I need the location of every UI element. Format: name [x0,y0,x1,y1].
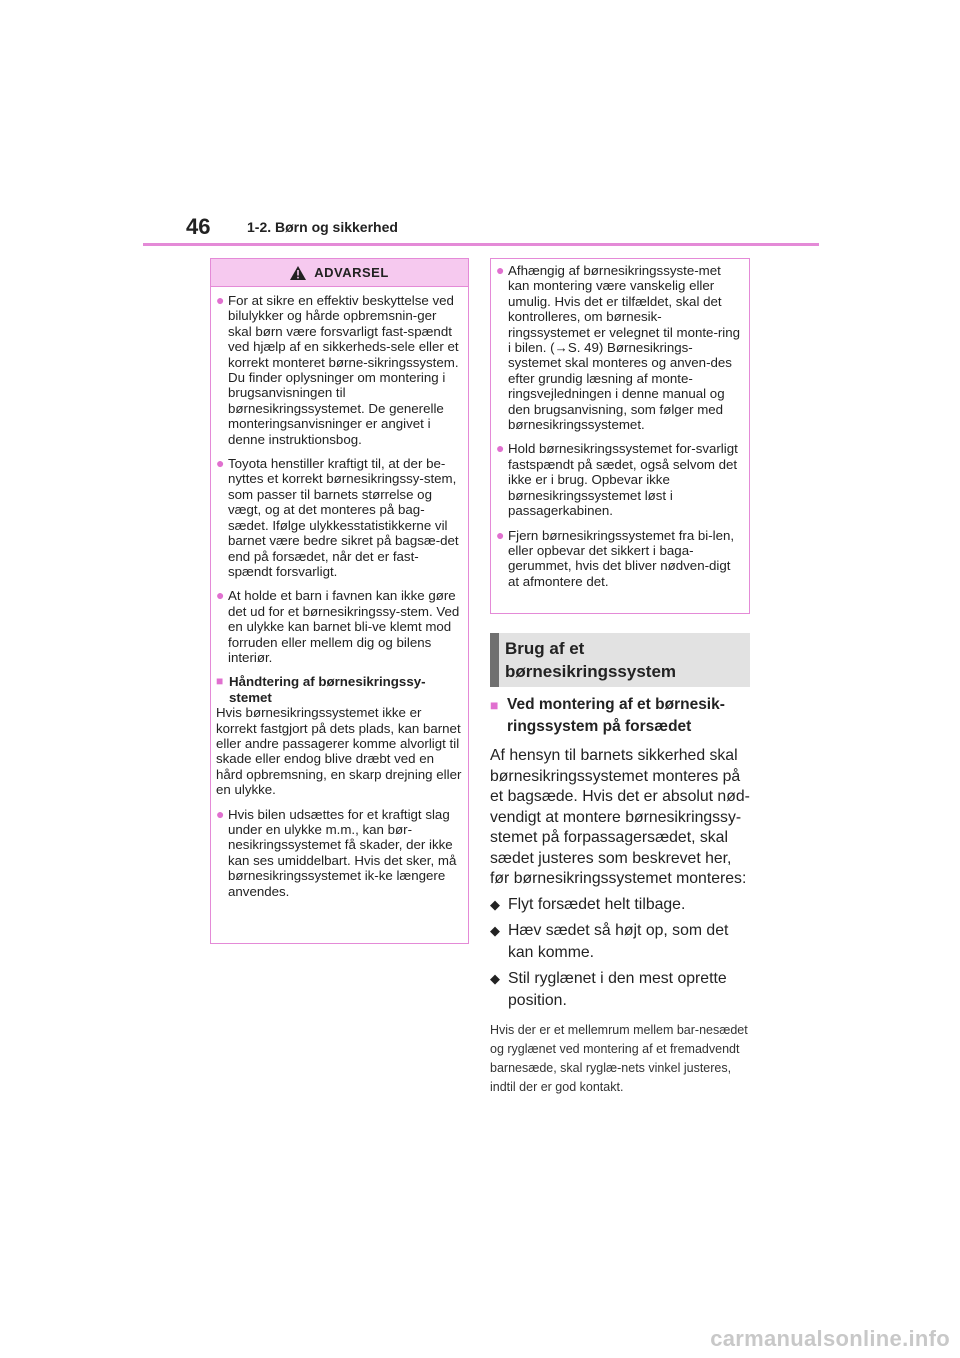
watermark: carmanualsonline.info [710,1326,950,1351]
list-item: ● At holde et barn i favnen kan ikke gøre det ud for et børnesikringssy-stem. Ved en ulykke kan barnet bli-ve klemt mod forruden eller mellem dig og bilens interiør. [216,587,460,665]
warning-header [211,259,468,287]
step-item: ◆ Hæv sædet så højt op, som det kan komme. [490,920,752,964]
page-number: 46 [186,214,211,239]
bullet-icon: ● [496,440,505,457]
section-heading-box [490,633,750,687]
subsection-heading: ■ Ved montering af et børnesik-ringssystem på forsædet [490,694,752,738]
heading-accent-bar [490,633,499,687]
square-bullet-icon: ■ [490,697,499,713]
step-item: ◆ Stil ryglænet i den mest oprette position. [490,968,752,1012]
section-heading: Brug af et børnesikringssystem [505,639,677,681]
warning-paragraph: Hvis børnesikringssystemet ikke er korrekt fastgjort på dets plads, kan barnet eller andre passagerer komme alvorligt til skade eller endog blive dræbt ved en hård opbremsning, en skarp drejning eller en ulykke. [216,705,462,798]
diamond-bullet-icon: ◆ [490,922,500,938]
list-item: ● For at sikre en effektiv beskyttelse ved bilulykker og hårde opbremsnin-ger skal børn være forsvarligt fast-spændt ved hjælp af en sikkerheds-sele eller et korrekt monteret børne-sikringssystem. Du finder oplysninger om montering i brugsanvisningen til børnesikringssystemet. De generelle monteringsanvisninger er angivet i denne instruktionsbog. [216,292,459,447]
bullet-icon: ● [216,292,225,308]
note-text: Hvis der er et mellemrum mellem bar-nesædet og ryglænet ved montering af et fremadvendt barnesæde, skal ryglæ-nets vinkel justeres, indtil der er god kontakt. [490,1022,748,1094]
diamond-bullet-icon: ◆ [490,896,500,912]
list-item: ● Hold børnesikringssystemet for-svarligt fastspændt på sædet, også selvom det ikke er i brug. Opbevar ikke børnesikringssystemet løst i passagerkabinen. [496,440,738,519]
list-item: ● Afhængig af børnesikringssyste-met kan montering være vanskelig eller umulig. Hvis det er tilfældet, skal det kontrolleres, om børnesik-ringssystemet er velegnet til monte-ring i bilen. (→S. 49) Børnesikrings-systemet skal monteres og anven-des efter grundig læsning af monte-ringsvejledningen i denne manual og den brugsanvisning, som følger med børnesikringssystemet. [496,262,741,433]
list-item: ● Fjern børnesikringssystemet fra bi-len, eller opbevar det sikkert i baga-gerummet, hvis det bliver nødven-digt at afmontere det. [496,526,735,589]
bullet-icon: ● [496,526,505,543]
list-item: ● Toyota henstiller kraftigt til, at der be-nyttes et korrekt børnesikringssy-stem, som passer til barnets størrelse og vægt, og at det monteres på bag-sædet. Ifølge ulykkesstatistikkerne vil barnet være bedre sikret på bagsæ-det end på forsædet, når det er fast-spændt forsvarligt. [216,455,459,579]
main-content [490,694,752,1097]
square-bullet-icon: ■ [216,674,224,689]
warning-box [210,258,469,944]
bullet-icon: ● [496,262,505,278]
warning-box-continued [490,258,750,614]
warning-title: ADVARSEL [314,265,389,280]
bullet-icon: ● [216,455,225,472]
body-paragraph: Af hensyn til barnets sikkerhed skal børnesikringssystemet monteres på et bagsæde. Hvis det er absolut nød-vendigt at montere børnesikringssy-stemet på forpassagersædet, skal sædet justeres som beskrevet her, før børnesikringssystemet monteres: [490,747,750,887]
bullet-icon: ● [216,587,225,604]
header-divider [143,243,819,246]
section-title: 1-2. Børn og sikkerhed [247,219,398,235]
step-item: ◆ Flyt forsædet helt tilbage. [490,894,752,916]
bullet-icon: ● [216,805,225,822]
warning-subheading: ■ Håndtering af børnesikringssy-stemet [216,674,426,705]
diamond-bullet-icon: ◆ [490,970,500,986]
warning-triangle-icon [290,266,306,280]
list-item: ● Hvis bilen udsættes for et kraftigt slag under en ulykke m.m., kan bør-nesikringssystemet få skader, der ikke kan ses umiddelbart. Hvis det sker, må børnesikringssystemet ik-ke længere anvendes. [216,805,457,899]
